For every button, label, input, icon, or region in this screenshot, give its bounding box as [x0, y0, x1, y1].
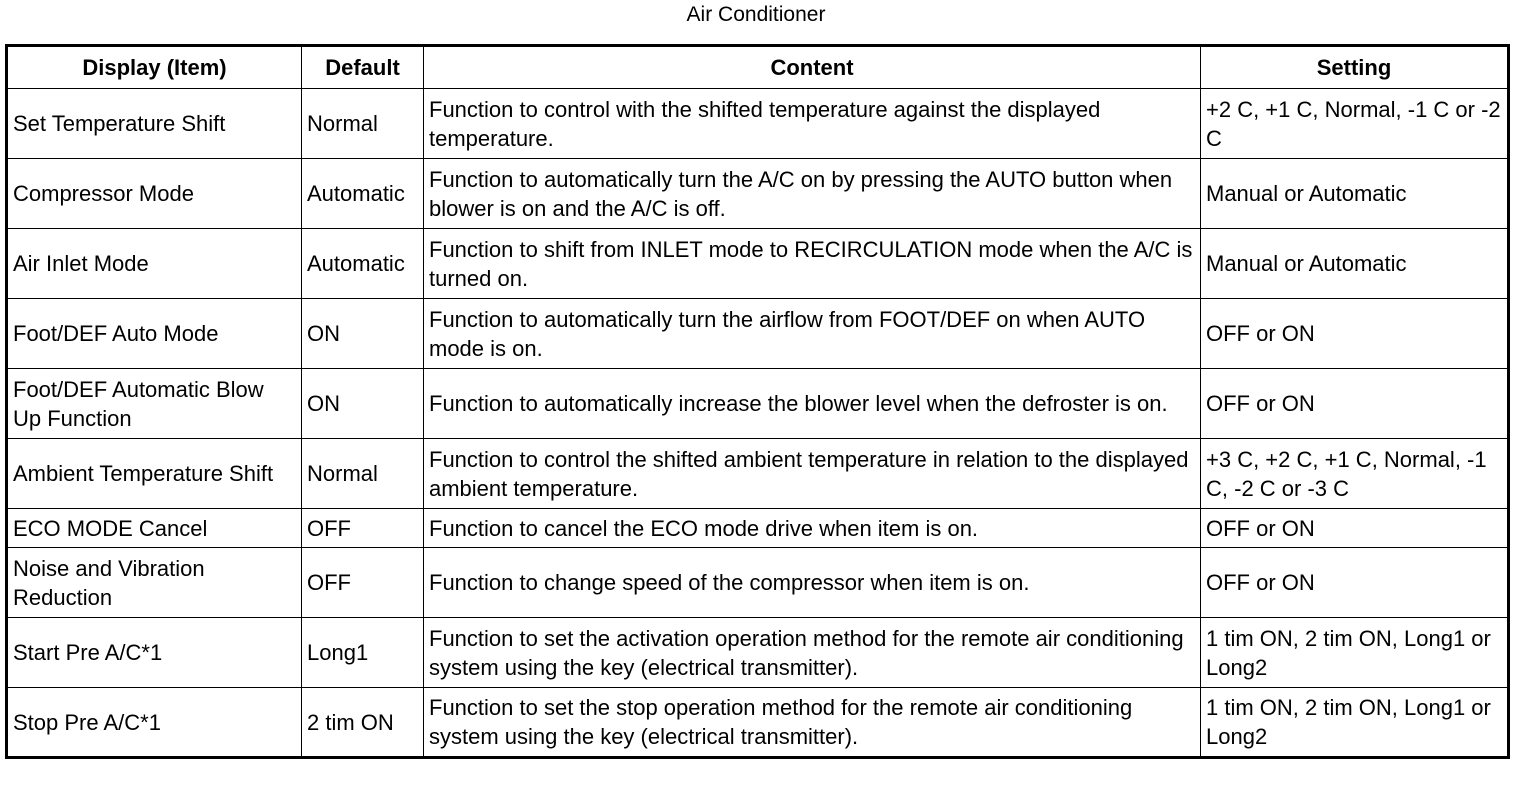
- cell-item: ECO MODE Cancel: [7, 509, 302, 548]
- cell-default: ON: [302, 369, 424, 439]
- table-row: [7, 369, 1509, 439]
- table-row: [7, 89, 1509, 159]
- cell-default: Long1: [302, 618, 424, 688]
- cell-content: Function to set the activation operation method for the remote air conditioning system using the key (electrical transmitter).: [424, 618, 1201, 688]
- table-row: [7, 509, 1509, 548]
- cell-setting: OFF or ON: [1201, 509, 1509, 548]
- cell-setting: 1 tim ON, 2 tim ON, Long1 or Long2: [1201, 618, 1509, 688]
- cell-default: 2 tim ON: [302, 688, 424, 758]
- cell-content: Function to control with the shifted temperature against the displayed temperature.: [424, 89, 1201, 159]
- cell-default: Normal: [302, 439, 424, 509]
- cell-default: OFF: [302, 509, 424, 548]
- cell-setting: Manual or Automatic: [1201, 229, 1509, 299]
- cell-setting: OFF or ON: [1201, 369, 1509, 439]
- cell-item: Set Temperature Shift: [7, 89, 302, 159]
- cell-content: Function to automatically increase the blower level when the defroster is on.: [424, 369, 1201, 439]
- settings-table: [5, 44, 1510, 759]
- table-row: [7, 299, 1509, 369]
- header-default: Default: [302, 46, 424, 89]
- cell-item: Noise and Vibration Reduction: [7, 548, 302, 618]
- cell-content: Function to set the stop operation method for the remote air conditioning system using the key (electrical transmitter).: [424, 688, 1201, 758]
- cell-content: Function to automatically turn the A/C on by pressing the AUTO button when blower is on and the A/C is off.: [424, 159, 1201, 229]
- cell-setting: OFF or ON: [1201, 548, 1509, 618]
- table-row: [7, 688, 1509, 758]
- cell-default: Automatic: [302, 229, 424, 299]
- table-row: [7, 439, 1509, 509]
- cell-setting: +3 C, +2 C, +1 C, Normal, -1 C, -2 C or -3 C: [1201, 439, 1509, 509]
- table-row: [7, 159, 1509, 229]
- header-setting: Setting: [1201, 46, 1509, 89]
- cell-content: Function to cancel the ECO mode drive when item is on.: [424, 509, 1201, 548]
- cell-content: Function to control the shifted ambient temperature in relation to the displayed ambient temperature.: [424, 439, 1201, 509]
- cell-default: ON: [302, 299, 424, 369]
- cell-item: Stop Pre A/C*1: [7, 688, 302, 758]
- cell-setting: Manual or Automatic: [1201, 159, 1509, 229]
- cell-default: OFF: [302, 548, 424, 618]
- cell-default: Normal: [302, 89, 424, 159]
- cell-setting: OFF or ON: [1201, 299, 1509, 369]
- cell-setting: 1 tim ON, 2 tim ON, Long1 or Long2: [1201, 688, 1509, 758]
- cell-setting: +2 C, +1 C, Normal, -1 C or -2 C: [1201, 89, 1509, 159]
- cell-item: Start Pre A/C*1: [7, 618, 302, 688]
- cell-content: Function to automatically turn the airflow from FOOT/DEF on when AUTO mode is on.: [424, 299, 1201, 369]
- table-row: [7, 548, 1509, 618]
- cell-item: Foot/DEF Automatic Blow Up Function: [7, 369, 302, 439]
- header-display-item: Display (Item): [7, 46, 302, 89]
- cell-item: Ambient Temperature Shift: [7, 439, 302, 509]
- table-row: [7, 618, 1509, 688]
- header-content: Content: [424, 46, 1201, 89]
- table-header-row: [7, 46, 1509, 89]
- table-row: [7, 229, 1509, 299]
- cell-content: Function to change speed of the compressor when item is on.: [424, 548, 1201, 618]
- page-title: Air Conditioner: [686, 3, 826, 26]
- cell-item: Foot/DEF Auto Mode: [7, 299, 302, 369]
- cell-item: Compressor Mode: [7, 159, 302, 229]
- cell-item: Air Inlet Mode: [7, 229, 302, 299]
- cell-default: Automatic: [302, 159, 424, 229]
- cell-content: Function to shift from INLET mode to RECIRCULATION mode when the A/C is turned on.: [424, 229, 1201, 299]
